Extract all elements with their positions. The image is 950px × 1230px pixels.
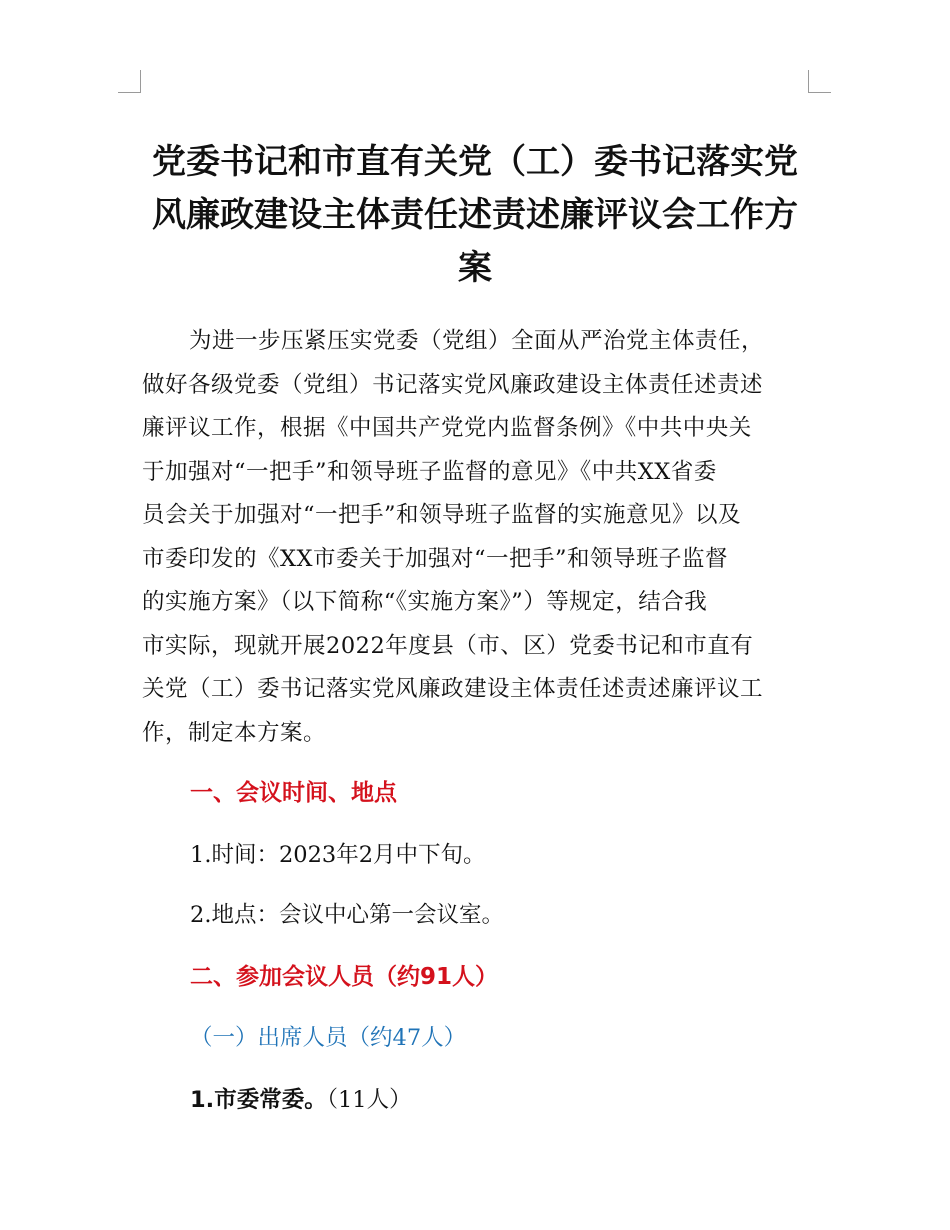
section-heading-attendees: 二、参加会议人员（约91人） (190, 964, 499, 990)
intro-line: 廉评议工作，根据《中国共产党党内监督条例》《中共中央关 (142, 415, 752, 441)
intro-line: 作，制定本方案。 (142, 719, 327, 746)
meeting-place: 2.地点：会议中心第一会议室。 (190, 902, 504, 928)
meeting-time: 1.时间：2023年2月中下旬。 (190, 842, 486, 868)
intro-line: 于加强对“一把手”和领导班子监督的意见》《中共XX省委 (142, 458, 717, 485)
page-corner-mark-top-right (808, 70, 831, 93)
intro-line: 做好各级党委（党组）书记落实党风廉政建设主体责任述责述 (142, 371, 764, 398)
section-heading-meeting-time-place: 一、会议时间、地点 (190, 780, 397, 806)
intro-paragraph (142, 320, 818, 755)
attendee-item-standing-committee (190, 1085, 412, 1115)
intro-line: 市实际，现就开展2022年度县（市、区）党委书记和市直有 (142, 632, 754, 659)
intro-line: 员会关于加强对“一把手”和领导班子监督的实施意见》以及 (142, 502, 742, 528)
intro-line: 为进一步压紧压实党委（党组）全面从严治党主体责任， (189, 328, 765, 354)
title-line: 党委书记和市直有关党（工）委书记落实党 (152, 142, 798, 182)
page-corner-mark-top-left (118, 70, 141, 93)
intro-line: 市委印发的《XX市委关于加强对“一把手”和领导班子监督 (142, 545, 729, 572)
document-title (120, 136, 830, 295)
intro-line: 关党（工）委书记落实党风廉政建设主体责任述责述廉评议工 (142, 676, 764, 702)
attendee-item-label: 1.市委常委。 (190, 1087, 327, 1113)
title-line: 风廉政建设主体责任述责述廉评议会工作方 (152, 195, 798, 235)
intro-line: 的实施方案》（以下简称“《实施方案》”）等规定，结合我 (142, 589, 708, 615)
subheading-attendees-present: （一）出席人员（约47人） (190, 1025, 467, 1051)
attendee-item-count: （11人） (326, 1087, 412, 1113)
title-line: 案 (458, 248, 492, 288)
